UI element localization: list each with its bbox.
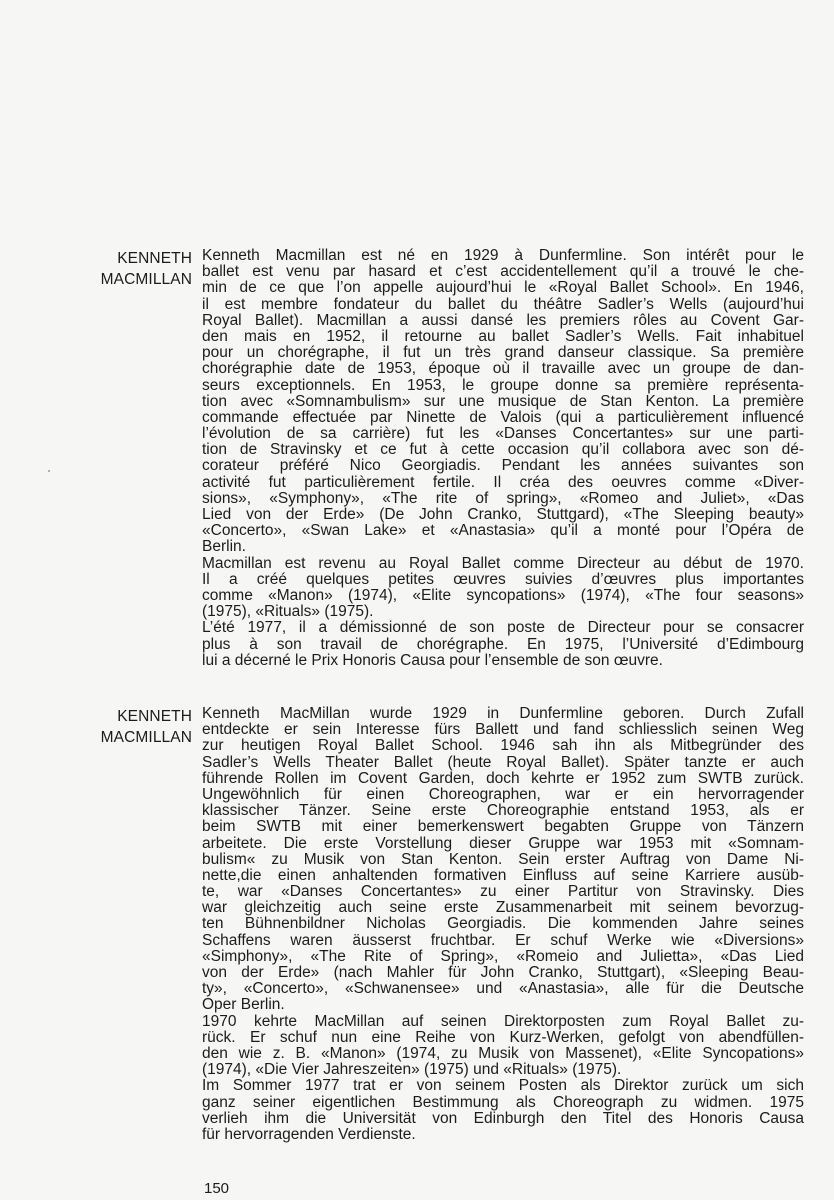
text-line: L’été 1977, il a démissionné de son poste de Directeur pour se consacrer	[202, 619, 804, 637]
text-line: «Simphony», «The Rite of Spring», «Romeio and Julietta», «Das Lied	[202, 947, 804, 965]
text-line: commande effectuée par Ninette de Valois (qui a particulièrement influencé	[202, 408, 804, 426]
text-line: seurs exceptionnels. En 1953, le groupe donne sa première représenta-	[202, 376, 804, 394]
text-line: min de ce que l’on appelle aujourd’hui le «Royal Ballet School». En 1946,	[202, 279, 804, 297]
text-line: den wie z. B. «Manon» (1974, zu Musik von Massenet), «Elite Syncopations»	[202, 1044, 804, 1062]
text-line: Kenneth MacMillan wurde 1929 in Dunfermline geboren. Durch Zufall	[202, 705, 804, 722]
text-line: activité fut particulièrement fertile. Il créa des oeuvres comme «Diver-	[202, 473, 804, 491]
text-line: Sadler’s Wells Theater Ballet (heute Royal Ballet). Später tanzte er auch	[202, 753, 804, 771]
text-line: Il a créé quelques petites œuvres suivies d’œuvres plus importantes	[202, 570, 804, 588]
text-line: Oper Berlin.	[202, 996, 285, 1014]
text-line: rück. Er schuf nun eine Reihe von Kurz-Werken, gefolgt von abendfüllen-	[202, 1028, 804, 1046]
text-line: tion de Stravinsky et ce fut à cette occasion qu’il collabora avec son dé-	[202, 441, 804, 459]
text-line: führende Rollen im Covent Garden, doch kehrte er 1952 zum SWTB zurück.	[202, 769, 804, 787]
text-line: den mais en 1952, il retourne au ballet Sadler’s Wells. Fait inhabituel	[202, 327, 804, 345]
text-line: beim SWTB mit einer bemerkenswert begabten Gruppe von Tänzern	[202, 818, 804, 836]
text-line: entdeckte er sein Interesse fürs Ballett und fand schliesslich seinen Weg	[202, 721, 804, 739]
text-line: Schaffens waren äusserst fruchtbar. Er schuf Werke wie «Diversions»	[202, 931, 804, 949]
text-line: war gleichzeitig auch seine erste Zusammenarbeit mit seinem bevorzug-	[202, 899, 804, 917]
text-line: 1970 kehrte MacMillan auf seinen Direktorposten zum Royal Ballet zu-	[202, 1012, 804, 1030]
text-line: ballet est venu par hasard et c’est accidentellement qu’il a trouvé le che-	[202, 263, 804, 281]
text-line: Berlin.	[202, 538, 246, 556]
text-line: te, war «Danses Concertantes» zu einer Partitur von Stravinsky. Dies	[202, 883, 804, 901]
text-line: sions», «Symphony», «The rite of spring», «Romeo and Juliet», «Das	[202, 489, 804, 507]
text-line: ganz seiner eigentlichen Bestimmung als Choreograph zu widmen. 1975	[202, 1093, 804, 1111]
text-line: zur heutigen Royal Ballet School. 1946 sah ihn als Mitbegründer des	[202, 737, 804, 755]
text-line: nette,die einen anhaltenden formativen Einfluss auf seine Karriere ausüb-	[202, 866, 804, 884]
text-line: arbeitete. Die erste Vorstellung dieser Gruppe war 1953 mit «Somnam-	[202, 834, 804, 852]
heading-line: KENNETH	[117, 250, 192, 267]
text-line: pour un chorégraphe, il fut un très grand danseur classique. Sa première	[202, 344, 804, 362]
text-line: tion avec «Somnambulism» sur une musique de Stan Kenton. La première	[202, 392, 804, 410]
text-line: (1974), «Die Vier Jahreszeiten» (1975) und «Rituals» (1975).	[202, 1061, 622, 1079]
text-line: verlieh ihm die Universität von Edinburgh den Titel des Honoris Causa	[202, 1109, 804, 1127]
text-line: Lied von der Erde» (De John Cranko, Stuttgard), «The Sleeping beauty»	[202, 506, 804, 523]
text-line: Macmillan est revenu au Royal Ballet comme Directeur au début de 1970.	[202, 554, 804, 572]
text-line: von der Erde» (nach Mahler für John Cranko, Stuttgart), «Sleeping Beau-	[202, 964, 804, 981]
text-line: corateur préféré Nico Georgiadis. Pendant les années suivantes son	[202, 457, 804, 475]
text-line: Kenneth Macmillan est né en 1929 à Dunfermline. Son intérêt pour le	[202, 247, 804, 264]
text-line: für hervorragenden Verdienste.	[202, 1125, 416, 1143]
text-line: il est membre fondateur du ballet du théâtre Sadler’s Wells (aujourd’hui	[202, 295, 804, 313]
biography-text-de	[202, 706, 804, 1143]
text-line: bulism« zu Musik von Stan Kenton. Sein erster Auftrag von Dame Ni-	[202, 850, 804, 868]
text-line: ty», «Concerto», «Schwanensee» und «Anastasia», alle für die Deutsche	[202, 980, 804, 998]
heading-line: KENNETH	[117, 708, 192, 725]
text-line: lui a décerné le Prix Honoris Causa pour l’ensemble de son œuvre.	[202, 651, 663, 669]
page-number: 150	[204, 1180, 230, 1197]
text-line: Royal Ballet). Macmillan a aussi dansé les premiers rôles au Covent Gar-	[202, 311, 804, 329]
text-line: comme «Manon» (1974), «Elite syncopations» (1974), «The four seasons»	[202, 586, 804, 604]
heading-line: MACMILLAN	[100, 271, 192, 288]
text-line: Ungewöhnlich für einen Choreographen, war er ein hervorragender	[202, 785, 804, 803]
text-line: ten Bühnenbildner Nicholas Georgiadis. Die kommenden Jahre seines	[202, 915, 804, 933]
text-line: «Concerto», «Swan Lake» et «Anastasia» qu’il a monté pour l’Opéra de	[202, 522, 804, 540]
heading-line: MACMILLAN	[100, 729, 192, 746]
text-line: Im Sommer 1977 trat er von seinem Posten als Direktor zurück um sich	[202, 1077, 804, 1095]
text-line: l’évolution de sa carrière) fut les «Danses Concertantes» sur une parti-	[202, 425, 804, 443]
text-line: chorégraphie date de 1953, époque où il travaille avec un groupe de dan-	[202, 360, 804, 378]
scan-speck	[48, 470, 50, 472]
biography-text-fr	[202, 248, 804, 669]
section-heading	[40, 706, 192, 748]
text-line: klassischer Tänzer. Seine erste Choreographie entstand 1953, als er	[202, 802, 804, 820]
text-line: (1975), «Rituals» (1975).	[202, 603, 374, 621]
section-heading	[40, 248, 192, 290]
text-line: plus à son travail de chorégraphe. En 1975, l’Université d’Edimbourg	[202, 635, 804, 653]
